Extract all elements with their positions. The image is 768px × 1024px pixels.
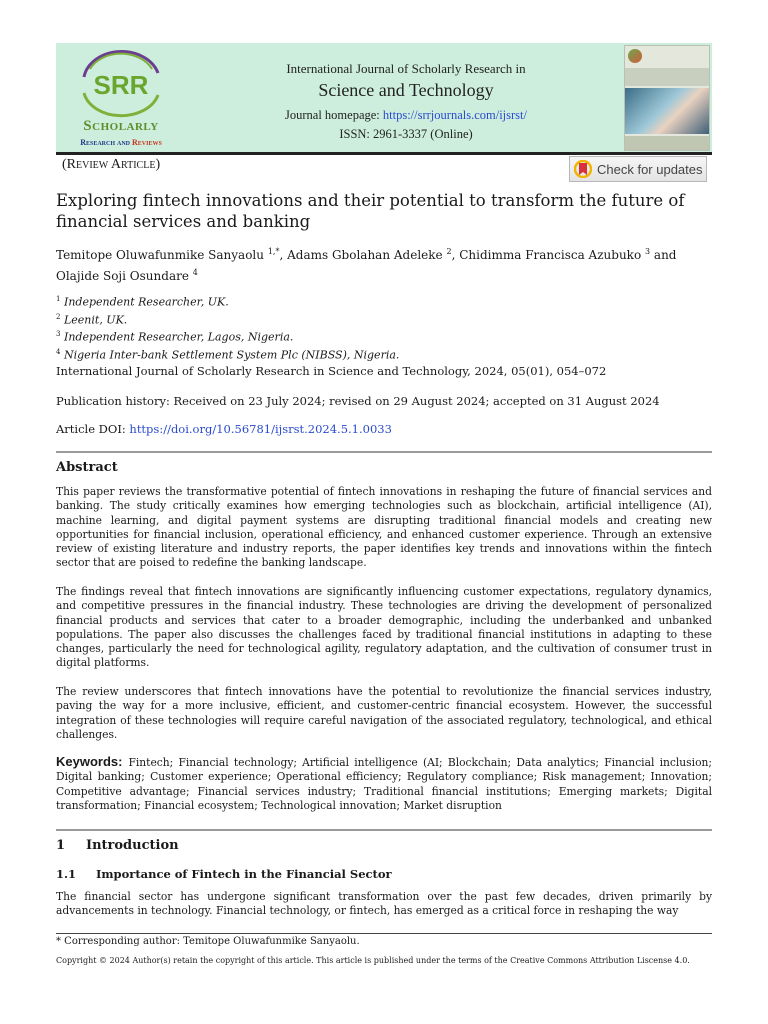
subsection-heading: 1.1 Importance of Fintech in the Financial Sector (56, 867, 392, 881)
journal-cover-thumbnail (624, 45, 710, 151)
doi-link[interactable]: https://doi.org/10.56781/ijsrst.2024.5.1.0033 (129, 422, 392, 436)
author: Olajide Soji Osundare $^4$ (56, 268, 198, 283)
section-divider (56, 829, 712, 831)
abstract-heading: Abstract (56, 460, 118, 475)
cover-image (625, 88, 709, 134)
affiliation: $^4$ Nigeria Inter-bank Settlement System Plc (NIBSS), Nigeria. (56, 347, 400, 362)
affiliation-list (56, 292, 712, 363)
abstract-divider-top (56, 451, 712, 453)
author-list (56, 243, 716, 285)
journal-homepage: Journal homepage: https://srrjournals.com/ijsrst/ (285, 108, 527, 122)
section-heading: 1 Introduction (56, 838, 179, 853)
journal-homepage-link[interactable]: https://srrjournals.com/ijsrst/ (382, 108, 527, 122)
srr-logo-icon (62, 47, 180, 119)
logo-word-scholarly: Scholarly (83, 118, 159, 134)
keywords-label: Keywords: (56, 754, 123, 769)
corresponding-author-footnote: * Corresponding author: Temitope Oluwafunmike Sanyaolu. (56, 936, 360, 947)
journal-name-line1: International Journal of Scholarly Research in (286, 61, 526, 76)
footnote-divider (56, 933, 712, 934)
abstract-paragraph: The findings reveal that fintech innovations are significantly influencing customer expectations, regulatory dynamics, and competitive pressures in the financial industry. These technologies are driving the development of personalized financial products and services that cater to a broader demographic, including the underbanked and unbanked populations. The paper also discusses the challenges faced by traditional financial institutions in adapting to these changes, particularly the need for technological agility, regulatory adaptation, and the cultivation of consumer trust in digital platforms. (56, 585, 712, 670)
header-divider (56, 152, 712, 155)
author: Chidimma Francisca Azubuko $^3$ and (459, 247, 677, 262)
article-type: (Review Article) (62, 157, 161, 172)
body-paragraph: The financial sector has undergone significant transformation over the past few decades, driven primarily by advancements in technology. Financial technology, or fintech, has emerged as a critical force in reshaping the way (56, 890, 712, 918)
journal-name-line2: Science and Technology (318, 80, 494, 100)
author: Temitope Oluwafunmike Sanyaolu $^{1,*}$, (56, 247, 288, 262)
journal-issn: ISSN: 2961-3337 (Online) (339, 127, 473, 141)
affiliation: $^3$ Independent Researcher, Lagos, Nigeria. (56, 330, 294, 344)
copyright-notice: Copyright © 2024 Author(s) retain the copyright of this article. This article is published under the terms of the Creative Commons Attribution Liscense 4.0. (56, 956, 690, 965)
abstract-paragraph: This paper reviews the transformative potential of fintech innovations in reshaping the future of financial services and banking. The study critically examines how emerging technologies such as blockchain, artificial intelligence (AI), machine learning, and digital payment systems are disrupting traditional financial models and creating new opportunities for financial inclusion, operational efficiency, and enhanced customer experience. Through an extensive review of existing literature and industry reports, the paper identifies key trends and innovations within the fintech sector that are poised to redefine the banking landscape. (56, 485, 712, 570)
logo-letters: SRR (93, 70, 149, 100)
cover-logo-icon (628, 49, 642, 63)
abstract-paragraph: The review underscores that fintech innovations have the potential to revolutionize the financial services industry, paving the way for a more inclusive, efficient, and customer-centric financial ecosystem. However, the successful integration of these technologies will require careful navigation of the associated regulatory, technological, and ethical challenges. (56, 685, 712, 741)
article-doi: Article DOI: https://doi.org/10.56781/ijsrst.2024.5.1.0033 (56, 422, 392, 436)
logo-subtitle: Research and Reviews (80, 138, 162, 147)
check-updates-label: Check for updates (597, 161, 703, 177)
check-for-updates-button[interactable] (569, 156, 707, 182)
author: Adams Gbolahan Adeleke $^2$, (287, 247, 460, 262)
affiliation: $^1$ Independent Researcher, UK. (56, 295, 229, 309)
affiliation: $^2$ Leenit, UK. (56, 312, 128, 327)
journal-header-banner (56, 43, 712, 152)
keywords-text: Fintech; Financial technology; Artificial intelligence (AI; Blockchain; Data analytics; Financial inclusion; Digital banking; Customer experience; Operational efficiency; Regulatory compliance; Risk management; Innovation; Competitive advantage; Financial services industry; Traditional financial institutions; Emerging markets; Digital transformation; Financial ecosystem; Technological innovation; Market disruption (56, 756, 712, 812)
crossmark-icon (574, 160, 592, 178)
keywords (56, 755, 712, 813)
citation: International Journal of Scholarly Research in Science and Technology, 2024, 05(01), 054–072 (56, 364, 607, 378)
article-title: Exploring fintech innovations and their potential to transform the future of financial services and banking (56, 191, 685, 231)
srr-logo (62, 47, 180, 149)
publication-history: Publication history: Received on 23 July 2024; revised on 29 August 2024; accepted on 31 August 2024 (56, 394, 660, 408)
